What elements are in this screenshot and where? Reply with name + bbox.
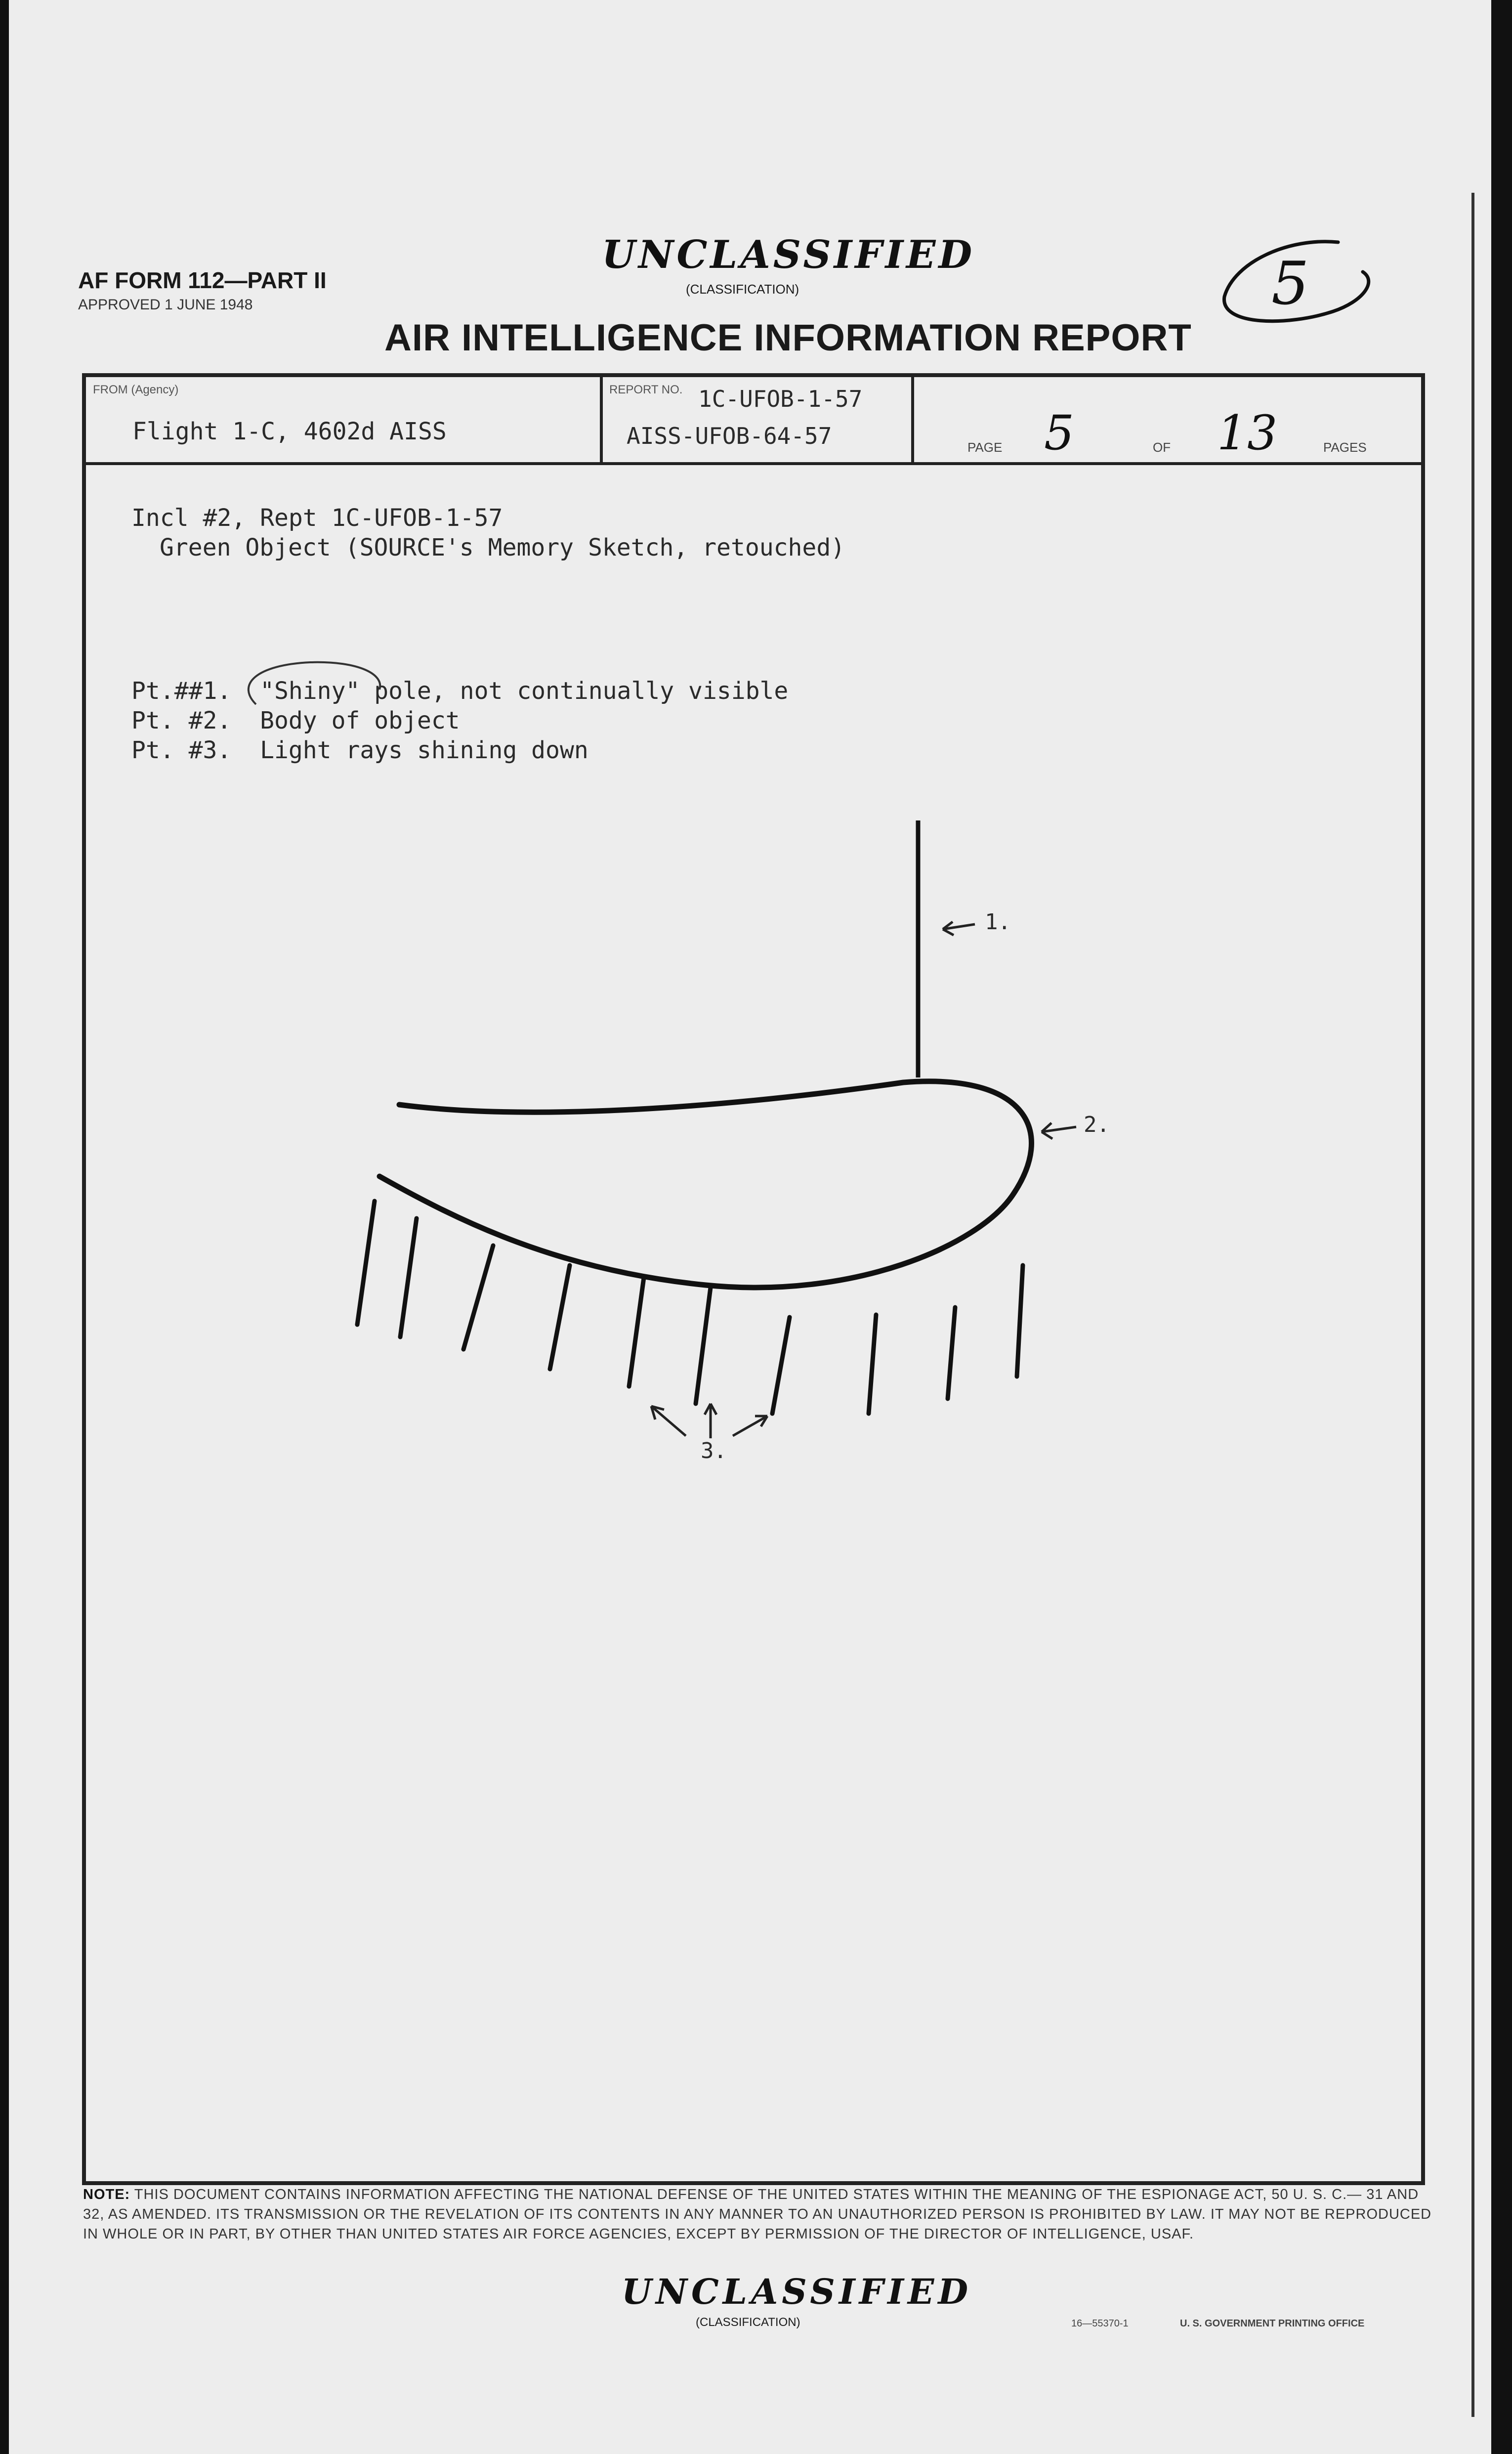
- note-text: THIS DOCUMENT CONTAINS INFORMATION AFFECTING THE NATIONAL DEFENSE OF THE UNITED STATES WITHIN THE MEANING OF THE ESPIONAGE ACT, 50 U. S. C.— 31 AND 32, AS AMENDED. ITS TRANSMISSION OR THE REVELATION OF ITS CONTENTS IN ANY MANNER TO AN UNAUTHORIZED PERSON IS PROHIBITED BY LAW. IT MAY NOT BE REPRODUCED IN WHOLE OR IN PART, BY OTHER THAN UNITED STATES AIR FORCE AGENCIES, EXCEPT BY PERMISSION OF THE DIRECTOR OF INTELLIGENCE, USAF.: [83, 2187, 1432, 2242]
- of-label: OF: [1153, 440, 1171, 455]
- inclosure-line: Incl #2, Rept 1C-UFOB-1-57: [131, 504, 503, 532]
- divider-report-page: [911, 376, 914, 464]
- classification-top: UNCLASSIFIED: [602, 232, 975, 277]
- espionage-note: [83, 2185, 1442, 2244]
- sketch-label-2: 2.: [1084, 1112, 1110, 1137]
- classification-bottom-caption: (CLASSIFICATION): [696, 2316, 800, 2329]
- page-label: PAGE: [967, 440, 1003, 455]
- from-value: Flight 1-C, 4602d AISS: [132, 418, 447, 445]
- pages-label: PAGES: [1323, 440, 1367, 455]
- classification-top-caption: (CLASSIFICATION): [686, 282, 799, 297]
- report-no-line1: 1C-UFOB-1-57: [698, 386, 863, 412]
- approved-date: APPROVED 1 JUNE 1948: [78, 297, 253, 313]
- report-no-label: REPORT NO.: [609, 383, 683, 396]
- print-code: 16—55370-1: [1071, 2318, 1129, 2329]
- report-no-line2: AISS-UFOB-64-57: [627, 423, 832, 449]
- page-right-edge: [1471, 193, 1474, 2417]
- form-id: AF FORM 112—PART II: [78, 267, 327, 293]
- sketch-label-3: 3.: [701, 1438, 727, 1464]
- page-value: 5: [1044, 405, 1075, 461]
- object-sketch: [286, 801, 1175, 1493]
- document-sheet: [9, 0, 1491, 2454]
- from-label: FROM (Agency): [93, 383, 179, 396]
- of-value: 13: [1217, 405, 1278, 461]
- object-body: [379, 1081, 1031, 1288]
- sketch-title: Green Object (SOURCE's Memory Sketch, retouched): [160, 534, 845, 561]
- divider-from-report: [600, 376, 603, 464]
- classification-bottom: UNCLASSIFIED: [622, 2271, 972, 2312]
- legend-item-3: Pt. #3. Light rays shining down: [131, 736, 588, 764]
- printing-office: U. S. GOVERNMENT PRINTING OFFICE: [1180, 2318, 1365, 2329]
- sketch-label-1: 1.: [985, 909, 1011, 935]
- page-mark: 5: [1271, 250, 1309, 318]
- legend-item-1: Pt.##1. "Shiny" pole, not continually visible: [131, 677, 789, 705]
- legend-item-2: Pt. #2. Body of object: [131, 707, 460, 734]
- header-row-divider: [86, 462, 1421, 465]
- shiny-circle-mark: [236, 655, 394, 719]
- note-label: NOTE:: [83, 2187, 130, 2202]
- report-title: AIR INTELLIGENCE INFORMATION REPORT: [384, 317, 1192, 359]
- light-rays: [357, 1201, 1023, 1414]
